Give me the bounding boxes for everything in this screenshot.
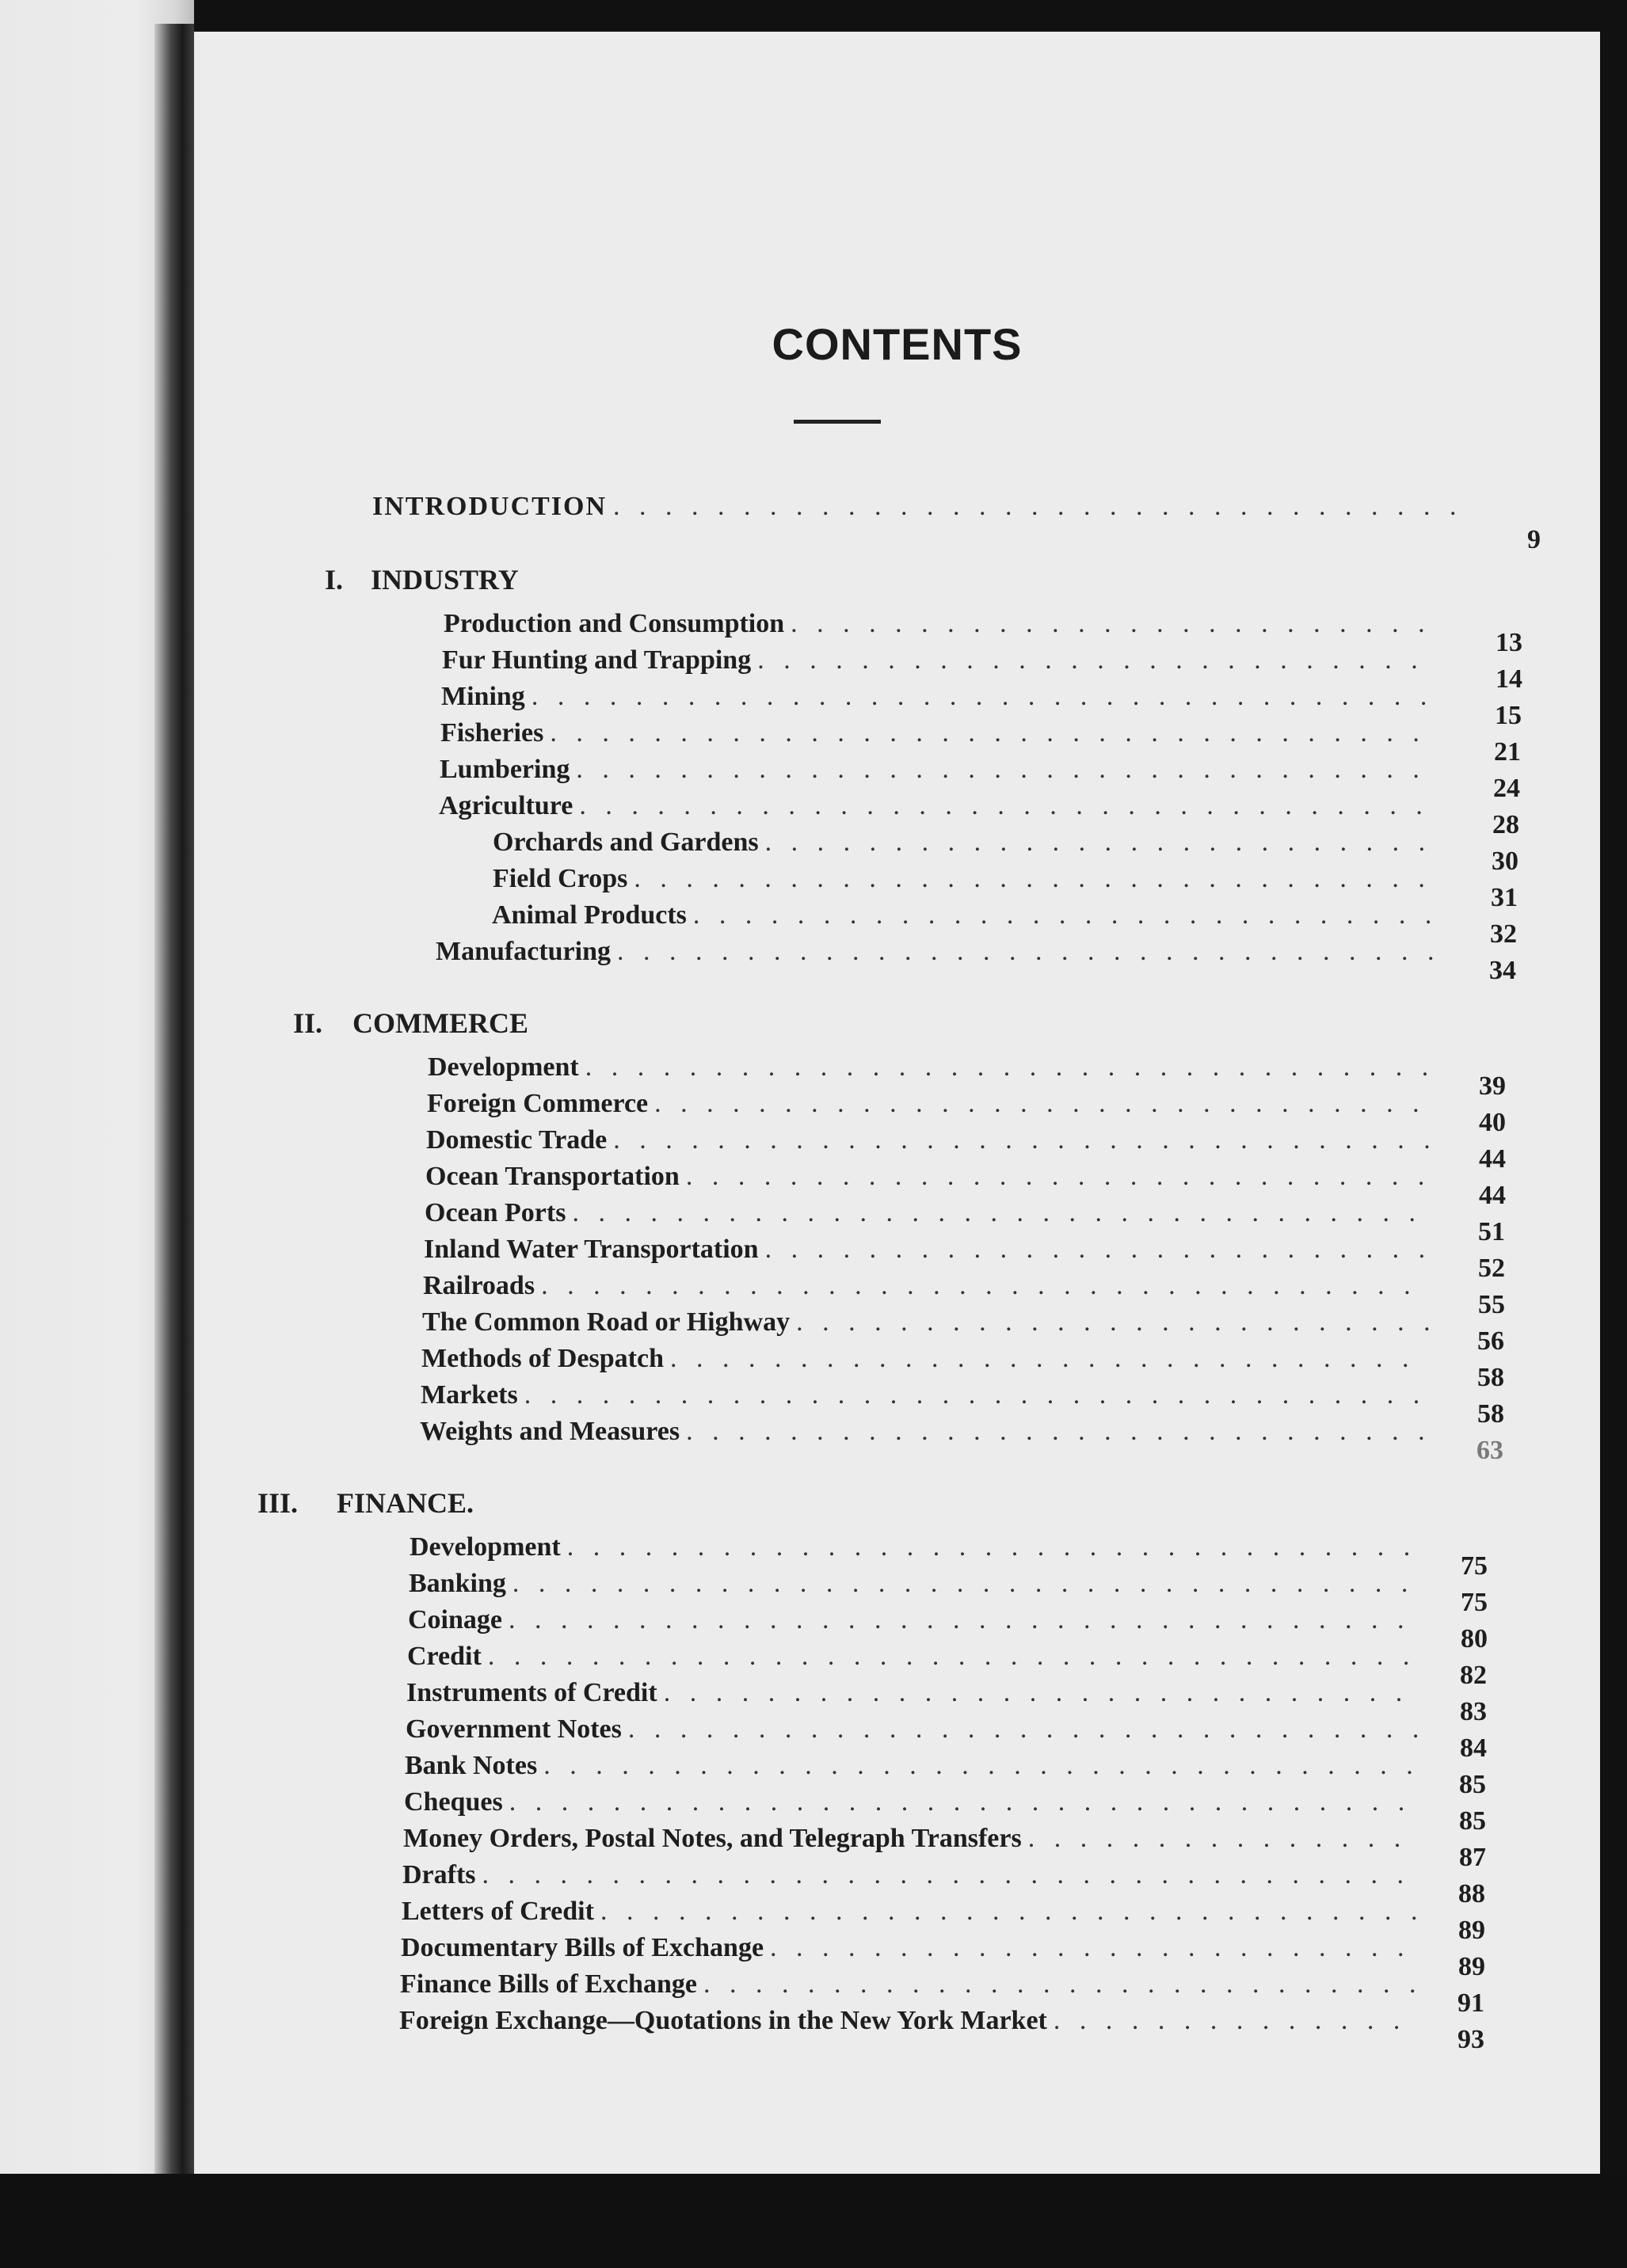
- toc-page-number: 52: [1478, 1254, 1505, 1283]
- toc-entry-label: Lumbering: [440, 755, 570, 784]
- toc-page-number: 82: [1460, 1661, 1487, 1690]
- toc-page-number: 87: [1459, 1843, 1486, 1872]
- toc-page-number: 13: [1496, 628, 1522, 657]
- toc-entry: [492, 900, 1442, 931]
- toc-entry-label: INTRODUCTION: [372, 492, 608, 521]
- toc-entry-label: Letters of Credit: [402, 1897, 594, 1926]
- dot-leader: [585, 1052, 1435, 1083]
- toc-entry-label: Documentary Bills of Exchange: [401, 1933, 764, 1962]
- toc-entry-label: Bank Notes: [405, 1751, 538, 1780]
- dot-leader: [509, 1604, 1423, 1636]
- toc-entry-label: Banking: [409, 1569, 506, 1598]
- toc-page-number: 83: [1460, 1697, 1487, 1726]
- toc-page-number: 93: [1457, 2025, 1484, 2054]
- page-title: CONTENTS: [772, 319, 1023, 369]
- toc-entry-label: Development: [428, 1052, 579, 1082]
- dot-leader: [600, 1896, 1417, 1927]
- dot-leader: [488, 1641, 1423, 1672]
- toc-page-number: 24: [1493, 774, 1520, 803]
- toc-page-number: 89: [1458, 1952, 1485, 1981]
- toc-page-number: 58: [1477, 1399, 1504, 1429]
- dot-leader: [617, 936, 1435, 968]
- toc-entry: [420, 1416, 1434, 1448]
- toc-entry: [409, 1568, 1431, 1600]
- toc-entry: [426, 1124, 1440, 1156]
- toc-page-number: 85: [1459, 1806, 1486, 1836]
- toc-entry-label: Instruments of Credit: [406, 1678, 657, 1707]
- toc-entry-label: Field Crops: [493, 864, 628, 893]
- toc-entry-label: Ocean Ports: [425, 1198, 566, 1227]
- toc-page-number: 88: [1458, 1879, 1485, 1908]
- dot-leader: [686, 1416, 1427, 1448]
- toc-entry-label: Weights and Measures: [420, 1417, 680, 1446]
- dot-leader: [509, 1787, 1419, 1818]
- dot-leader: [664, 1677, 1422, 1709]
- dot-leader: [541, 1270, 1431, 1302]
- toc-page-number: 44: [1479, 1144, 1506, 1174]
- dot-leader: [693, 900, 1436, 931]
- toc-page-number: 75: [1461, 1551, 1488, 1581]
- toc-page-number: 14: [1496, 664, 1522, 694]
- section-title: INDUSTRY: [371, 564, 519, 596]
- toc-entry: [425, 1161, 1439, 1193]
- section-heading-finance: [257, 1487, 474, 1519]
- toc-page-number: 85: [1459, 1770, 1486, 1799]
- dot-leader: [1054, 2005, 1415, 2037]
- toc-entry: [404, 1787, 1426, 1818]
- toc-page-number: 80: [1461, 1624, 1488, 1653]
- toc-entry-label: Animal Products: [492, 900, 687, 930]
- toc-entry: [401, 1932, 1423, 1964]
- dot-leader: [1028, 1823, 1419, 1855]
- toc-entry-label: Domestic Trade: [426, 1125, 608, 1155]
- toc-entry-label: Cheques: [404, 1787, 503, 1817]
- toc-entry-label: Inland Water Transportation: [424, 1235, 759, 1264]
- toc-entry: [441, 681, 1439, 713]
- toc-entry: [427, 1088, 1441, 1120]
- toc-entry: [399, 2005, 1421, 2037]
- toc-entry-introduction: [372, 491, 1481, 523]
- dot-leader: [524, 1379, 1428, 1411]
- toc-page-number: 9: [1527, 525, 1541, 554]
- dot-leader: [579, 790, 1438, 822]
- dot-leader: [765, 827, 1437, 858]
- toc-entry-label: Government Notes: [406, 1714, 622, 1744]
- section-heading-commerce: [293, 1007, 528, 1039]
- dot-leader: [796, 1307, 1430, 1338]
- toc-entry-label: Fur Hunting and Trapping: [442, 645, 752, 675]
- toc-page-number: 39: [1479, 1071, 1506, 1101]
- toc-entry-label: Credit: [407, 1642, 482, 1671]
- toc-entry-label: Agriculture: [439, 791, 573, 820]
- toc-page-number: 84: [1460, 1733, 1487, 1763]
- section-numeral: I.: [325, 564, 344, 596]
- dot-leader: [567, 1532, 1425, 1563]
- toc-entry-label: Ocean Transportation: [425, 1162, 680, 1191]
- toc-page-number: 21: [1494, 737, 1521, 767]
- dot-leader: [628, 1714, 1421, 1745]
- toc-page-number: 40: [1479, 1108, 1506, 1137]
- toc-entry-label: Drafts: [402, 1860, 476, 1889]
- contents-page: [194, 32, 1600, 2205]
- toc-entry: [444, 608, 1450, 640]
- toc-page-number: 75: [1461, 1588, 1488, 1617]
- toc-entry-label: Methods of Despatch: [421, 1344, 664, 1373]
- section-title: COMMERCE: [352, 1007, 528, 1039]
- toc-entry: [440, 717, 1446, 749]
- toc-page-number: 15: [1495, 701, 1522, 730]
- toc-page-number: 55: [1478, 1290, 1505, 1319]
- toc-page-number: 32: [1490, 919, 1517, 949]
- dot-leader: [543, 1750, 1420, 1782]
- title-rule: [794, 420, 881, 424]
- toc-entry: [421, 1343, 1435, 1375]
- toc-entry: [425, 1197, 1438, 1229]
- toc-entry: [406, 1714, 1427, 1745]
- section-numeral: III.: [257, 1487, 299, 1519]
- toc-entry-label: Finance Bills of Exchange: [400, 1969, 697, 1999]
- toc-page-number: 56: [1477, 1326, 1504, 1356]
- toc-entry-label: Fisheries: [440, 718, 544, 748]
- section-numeral: II.: [293, 1007, 323, 1039]
- toc-page-number: 44: [1479, 1181, 1506, 1210]
- toc-entry-label: Mining: [441, 682, 525, 711]
- section-heading-industry: [325, 564, 519, 596]
- toc-entry-label: Railroads: [423, 1271, 535, 1300]
- toc-entry: [405, 1750, 1427, 1782]
- toc-entry: [493, 827, 1443, 858]
- dot-leader: [572, 1197, 1432, 1229]
- toc-entry: [408, 1604, 1430, 1636]
- toc-entry: [421, 1379, 1435, 1411]
- toc-page-number: 91: [1457, 1988, 1484, 2018]
- toc-entry-label: Markets: [421, 1380, 518, 1410]
- toc-page-number: 28: [1492, 810, 1519, 839]
- toc-entry-label: The Common Road or Highway: [422, 1307, 791, 1337]
- dot-leader: [670, 1343, 1429, 1375]
- toc-page-number: 58: [1477, 1363, 1504, 1392]
- scan-border: [0, 2174, 1627, 2268]
- toc-entry: [436, 936, 1442, 968]
- toc-entry: [422, 1307, 1436, 1338]
- book-spine: [154, 24, 194, 2178]
- toc-entry-label: Money Orders, Postal Notes, and Telegraph Transfers: [403, 1824, 1022, 1853]
- toc-entry-label: Manufacturing: [436, 937, 611, 966]
- toc-entry: [402, 1859, 1424, 1891]
- dot-leader: [613, 1124, 1434, 1156]
- toc-entry: [400, 1969, 1422, 2000]
- toc-page-number: 34: [1489, 956, 1516, 985]
- dot-leader: [532, 681, 1433, 713]
- dot-leader: [634, 863, 1437, 895]
- dot-leader: [703, 1969, 1416, 2000]
- dot-leader: [482, 1859, 1418, 1891]
- toc-entry: [442, 645, 1440, 676]
- toc-page-number: 89: [1458, 1916, 1485, 1945]
- dot-leader: [791, 608, 1443, 640]
- toc-entry-label: Orchards and Gardens: [493, 828, 759, 857]
- toc-entry: [403, 1823, 1425, 1855]
- dot-leader: [686, 1161, 1433, 1193]
- dot-leader: [613, 491, 1475, 523]
- dot-leader: [770, 1932, 1416, 1964]
- toc-entry: [439, 790, 1445, 822]
- toc-entry-label: Foreign Exchange—Quotations in the New York Market: [399, 2006, 1047, 2035]
- dot-leader: [550, 717, 1440, 749]
- toc-page-number: 63: [1476, 1436, 1503, 1465]
- dot-leader: [765, 1234, 1431, 1265]
- toc-entry-label: Foreign Commerce: [427, 1089, 649, 1118]
- dot-leader: [512, 1568, 1424, 1600]
- toc-entry: [406, 1677, 1428, 1709]
- dot-leader: [757, 645, 1434, 676]
- toc-entry: [424, 1234, 1438, 1265]
- section-title: FINANCE.: [337, 1487, 474, 1519]
- toc-entry: [407, 1641, 1429, 1672]
- toc-page-number: 30: [1492, 847, 1518, 876]
- toc-entry: [402, 1896, 1423, 1927]
- toc-entry: [493, 863, 1443, 895]
- dot-leader: [576, 754, 1439, 786]
- toc-page-number: 31: [1491, 883, 1518, 912]
- dot-leader: [654, 1088, 1435, 1120]
- toc-entry: [410, 1532, 1431, 1563]
- toc-entry: [440, 754, 1446, 786]
- toc-entry: [423, 1270, 1437, 1302]
- toc-entry-label: Production and Consumption: [444, 609, 785, 638]
- toc-entry-label: Development: [410, 1532, 561, 1562]
- toc-entry: [428, 1052, 1442, 1083]
- toc-page-number: 51: [1478, 1217, 1505, 1246]
- toc-entry-label: Coinage: [408, 1605, 502, 1634]
